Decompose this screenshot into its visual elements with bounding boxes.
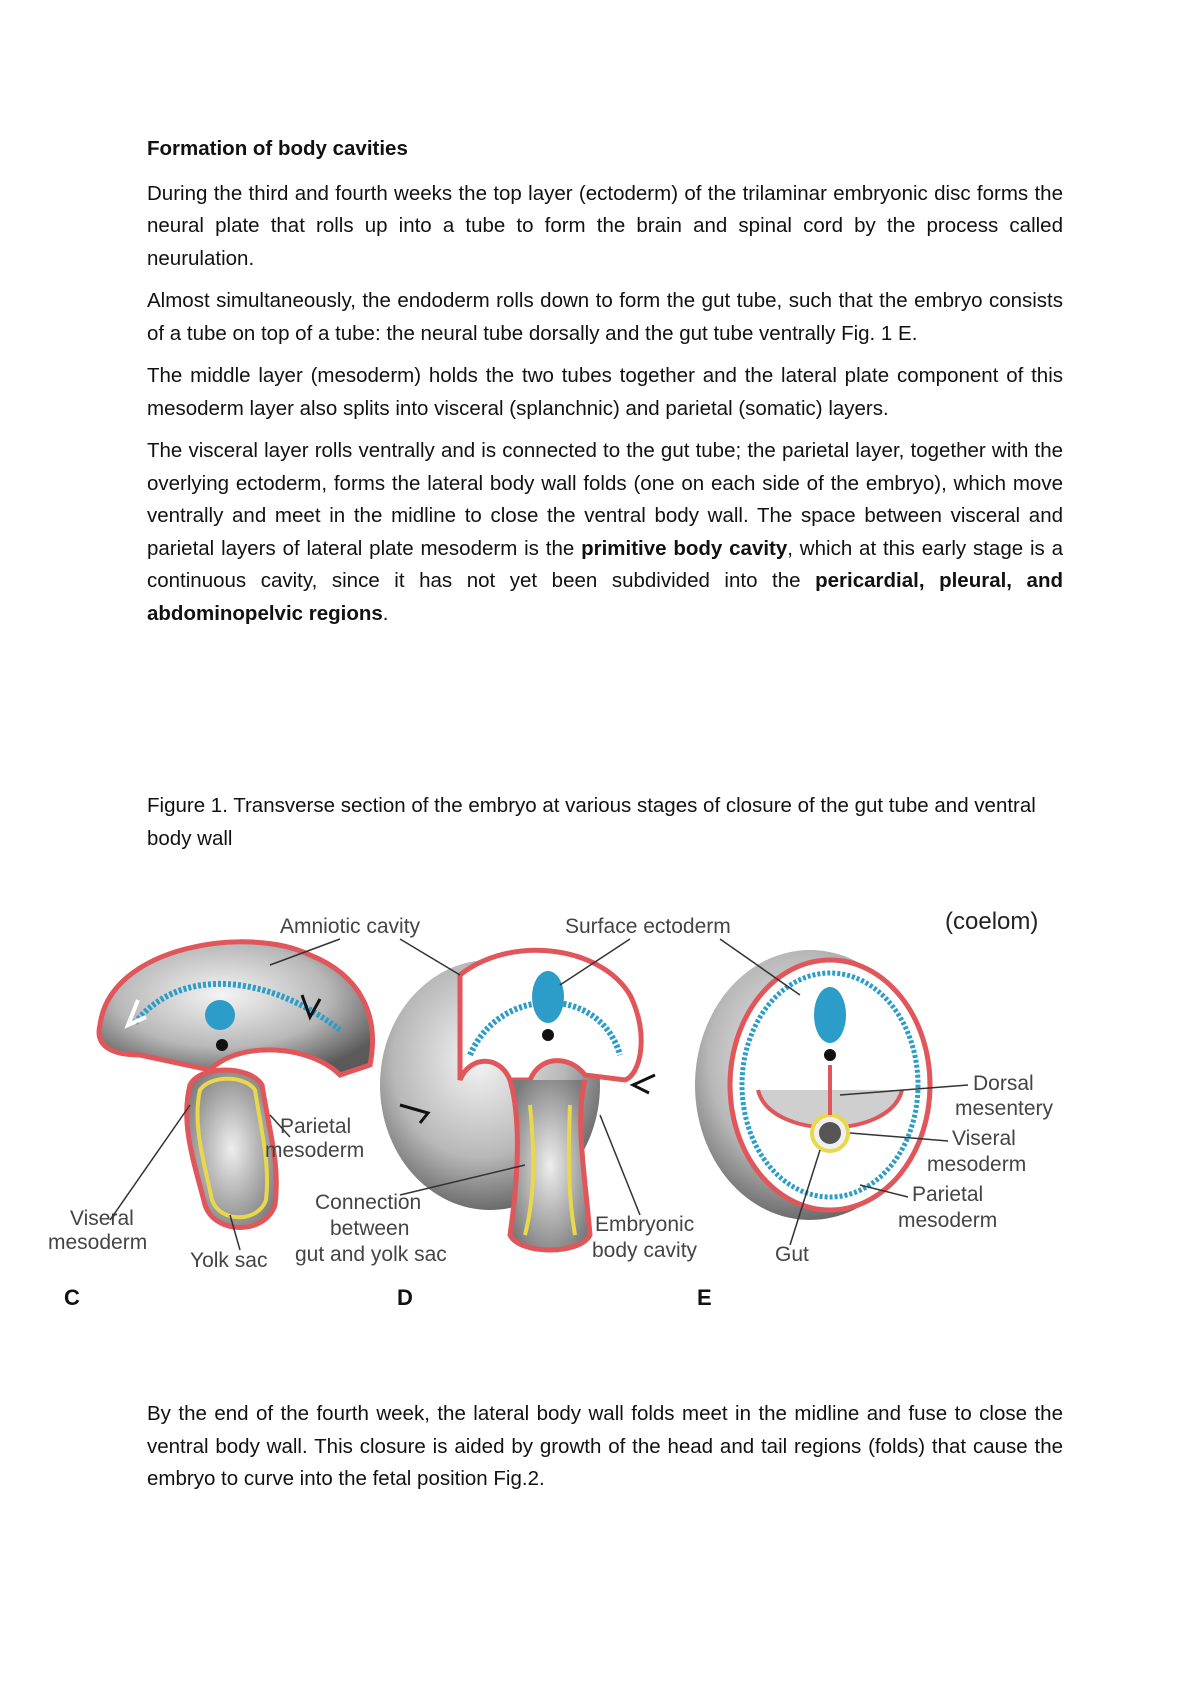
paragraph-body-cavity bbox=[147, 435, 1063, 630]
label-connection-3: gut and yolk sac bbox=[295, 1243, 447, 1266]
figure-caption: Figure 1. Transverse section of the embryo at various stages of closure of the gut tube and ventral body wall bbox=[147, 794, 1036, 850]
label-connection-2: between bbox=[330, 1217, 410, 1240]
label-dorsal-mesentery-2: mesentery bbox=[955, 1097, 1054, 1120]
label-yolk-sac: Yolk sac bbox=[190, 1249, 268, 1272]
label-amniotic-cavity: Amniotic cavity bbox=[280, 915, 421, 938]
label-parietal-mesoderm-e-1: Parietal bbox=[912, 1183, 984, 1206]
label-gut: Gut bbox=[775, 1243, 809, 1266]
label-viseral-mesoderm-e-1: Viseral bbox=[952, 1127, 1016, 1150]
label-dorsal-mesentery-1: Dorsal bbox=[973, 1072, 1034, 1095]
figure-caption-block bbox=[147, 790, 1063, 855]
embryo-cross-section-figure bbox=[40, 905, 1170, 1355]
section-heading: Formation of body cavities bbox=[147, 137, 408, 160]
panel-c-diagram bbox=[99, 942, 372, 1228]
bold-term-regions: pericardial, pleural, and abdominopelvic regions bbox=[147, 569, 1063, 625]
text-block-bottom bbox=[147, 1398, 1063, 1496]
panel-e-diagram bbox=[695, 950, 930, 1220]
label-parietal-mesoderm-e-2: mesoderm bbox=[898, 1209, 998, 1232]
paragraph-text: . bbox=[382, 601, 389, 625]
text-block-top bbox=[147, 133, 1063, 630]
panel-label-d: D bbox=[397, 1285, 413, 1310]
label-parietal-mesoderm-c-1: Parietal bbox=[280, 1115, 352, 1138]
label-embryonic-body-cavity-1: Embryonic bbox=[595, 1213, 695, 1236]
panel-d-diagram bbox=[380, 950, 655, 1250]
bold-term-primitive-body-cavity: primitive body cavity bbox=[581, 536, 788, 560]
label-surface-ectoderm: Surface ectoderm bbox=[565, 915, 731, 938]
paragraph-text: , which at this early stage is a continuous cavity, since it has not yet been subdivided into the bbox=[147, 536, 1063, 592]
paragraph-mesoderm: The middle layer (mesoderm) holds the two tubes together and the lateral plate component of this mesoderm layer also splits into visceral (splanchnic) and parietal (somatic) layers. bbox=[147, 364, 1063, 420]
label-viseral-mesoderm-c-1: Viseral bbox=[70, 1207, 134, 1230]
label-parietal-mesoderm-c-2: mesoderm bbox=[265, 1139, 365, 1162]
label-coelom: (coelom) bbox=[945, 908, 1039, 935]
label-viseral-mesoderm-e-2: mesoderm bbox=[927, 1153, 1027, 1176]
label-viseral-mesoderm-c-2: mesoderm bbox=[48, 1231, 148, 1254]
panel-label-c: C bbox=[64, 1285, 80, 1310]
paragraph-gut-tube: Almost simultaneously, the endoderm rolls down to form the gut tube, such that the embryo consists of a tube on top of a tube: the neural tube dorsally and the gut tube ventrally Fig. 1 E. bbox=[147, 289, 1063, 345]
paragraph-text: The visceral layer rolls ventrally and is connected to the gut tube; the parietal layer, together with the overlying ectoderm, forms the lateral body wall folds (one on each side of the embryo), which move ventrally and meet in the midline to close the ventral body wall. The space between visceral and parietal layers of lateral plate mesoderm is the bbox=[147, 439, 1063, 560]
label-connection-1: Connection bbox=[315, 1191, 422, 1214]
paragraph-ventral-closure: By the end of the fourth week, the lateral body wall folds meet in the midline and fuse to close the ventral body wall. This closure is aided by growth of the head and tail regions (folds) that cause the embryo to curve into the fetal position Fig.2. bbox=[147, 1402, 1063, 1490]
paragraph-neurulation: During the third and fourth weeks the top layer (ectoderm) of the trilaminar embryonic disc forms the neural plate that rolls up into a tube to form the brain and spinal cord by the process called neurulation. bbox=[147, 181, 1063, 270]
figure-1 bbox=[40, 905, 1170, 1355]
label-embryonic-body-cavity-2: body cavity bbox=[592, 1239, 698, 1262]
panel-label-e: E bbox=[697, 1285, 712, 1310]
